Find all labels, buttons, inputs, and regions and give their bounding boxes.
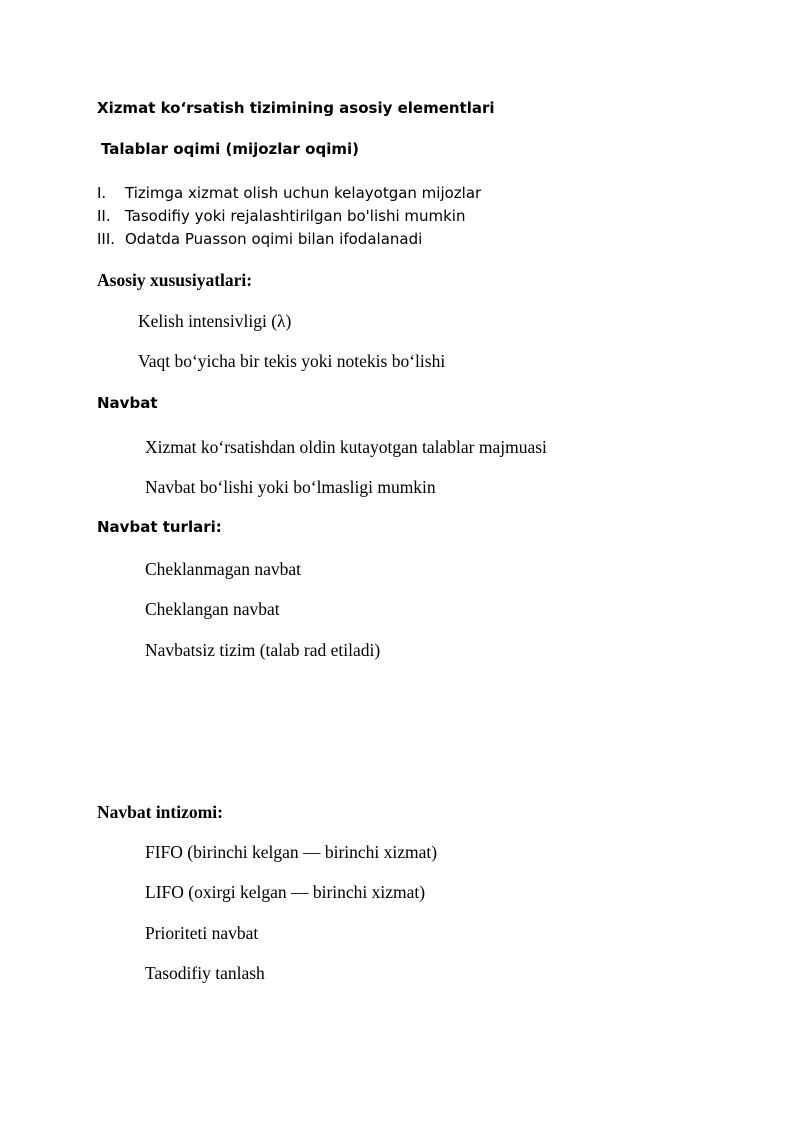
intizom-item: LIFO (oxirgi kelgan — birinchi xizmat) [145,882,426,902]
turlari-item: Cheklangan navbat [145,599,280,619]
list-item-text: Tizimga xizmat olish uchun kelayotgan mijozlar [125,184,482,202]
section-title-navbat: Navbat [97,394,158,412]
asosiy-item: Kelish intensivligi (λ) [138,311,292,331]
section-subheading: Talablar oqimi (mijozlar oqimi) [101,140,359,158]
list-marker: I. [97,184,107,202]
document-heading: Xizmat ko‘rsatish tizimining asosiy elementlari [97,99,495,117]
section-title-intizom: Navbat intizomi: [97,802,223,822]
list-marker: III. [97,230,116,248]
intizom-item: FIFO (birinchi kelgan — birinchi xizmat) [145,842,438,862]
intizom-item: Tasodifiy tanlash [145,963,265,983]
turlari-item: Navbatsiz tizim (talab rad etiladi) [145,640,381,660]
intizom-item: Prioriteti navbat [145,923,259,943]
section-title-turlari: Navbat turlari: [97,518,222,536]
navbat-item: Navbat bo‘lishi yoki bo‘lmasligi mumkin [145,477,436,497]
list-item-text: Tasodifiy yoki rejalashtirilgan bo'lishi mumkin [125,207,466,225]
roman-list-item [97,209,465,224]
asosiy-item: Vaqt bo‘yicha bir tekis yoki notekis bo‘lishi [138,351,446,371]
navbat-item: Xizmat ko‘rsatishdan oldin kutayotgan talablar majmuasi [145,437,547,457]
list-item-text: Odatda Puasson oqimi bilan ifodalanadi [125,230,423,248]
roman-list-item [97,232,422,247]
list-marker: II. [97,207,111,225]
roman-list-item [97,186,481,201]
section-title-asosiy: Asosiy xususiyatlari: [97,270,253,290]
turlari-item: Cheklanmagan navbat [145,559,301,579]
